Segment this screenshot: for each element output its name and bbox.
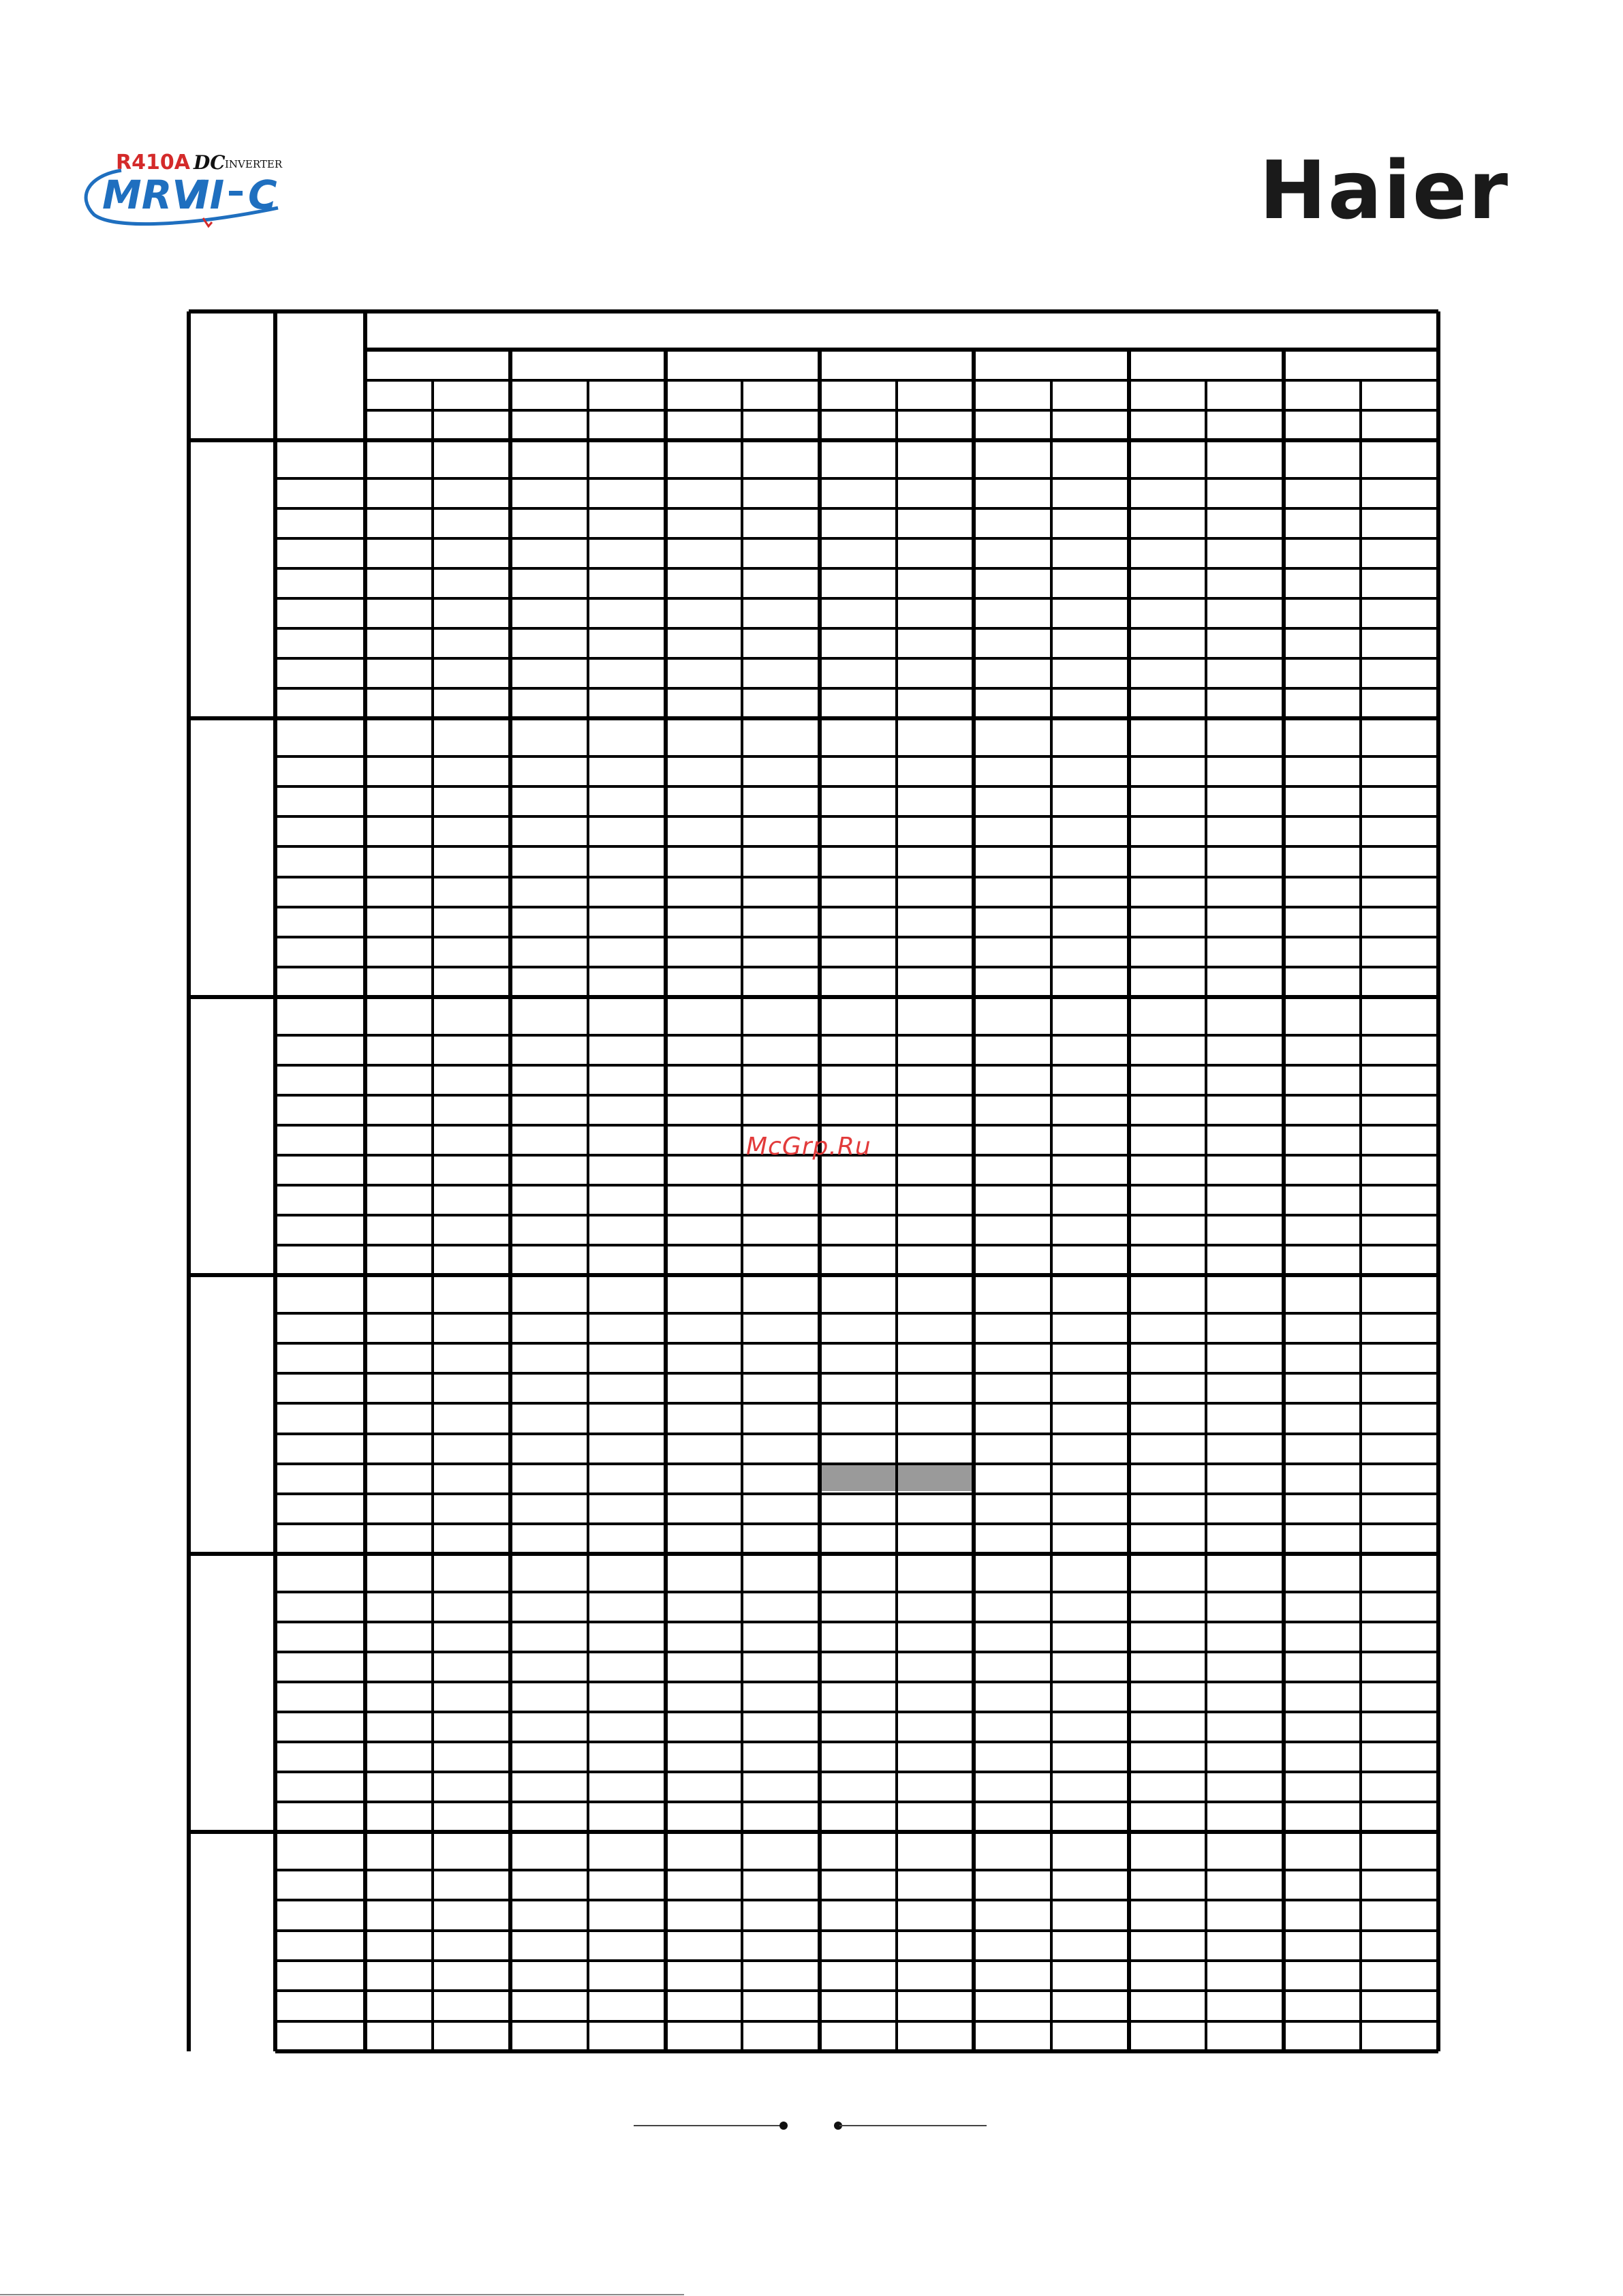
model-label: MRV	[102, 172, 203, 218]
row-rule-6-5	[275, 1989, 1438, 1992]
group-divider-2	[664, 350, 668, 2051]
row-rule-5-6	[275, 1741, 1438, 1743]
brand-logo: Haier	[1259, 143, 1510, 237]
row-rule-6-2	[275, 1899, 1438, 1901]
group-divider-4	[972, 350, 976, 2051]
watermark: McGrp.Ru	[746, 1133, 871, 1161]
row-rule-4-1	[275, 1312, 1438, 1315]
group-divider-3	[818, 350, 822, 2051]
row-rule-5-5	[275, 1711, 1438, 1713]
header-rule-3	[365, 409, 1438, 412]
row-rule-1-2	[275, 507, 1438, 510]
section-rule-2	[189, 716, 1438, 720]
row-rule-5-4	[275, 1681, 1438, 1683]
header-rule-2	[365, 379, 1438, 382]
row-rule-2-8	[275, 966, 1438, 968]
row-rule-1-3	[275, 537, 1438, 540]
column-divider-1	[273, 311, 277, 2051]
row-rule-5-7	[275, 1771, 1438, 1773]
table-border-right	[1436, 311, 1440, 2051]
row-rule-3-8	[275, 1244, 1438, 1246]
row-rule-4-8	[275, 1522, 1438, 1525]
row-rule-2-2	[275, 785, 1438, 788]
row-rule-2-3	[275, 815, 1438, 818]
table-border-bottom	[275, 2049, 1438, 2053]
model-suffix-label: II	[195, 172, 225, 218]
row-rule-5-8	[275, 1801, 1438, 1803]
refrigerant-label: R410A	[116, 151, 190, 174]
table-border-left	[187, 311, 191, 2051]
section-rule-3	[189, 995, 1438, 999]
variant-label: C	[248, 172, 277, 218]
header-rule-1	[365, 348, 1438, 352]
row-rule-5-2	[275, 1621, 1438, 1623]
row-rule-1-8	[275, 687, 1438, 690]
section-rule-6	[189, 1830, 1438, 1834]
row-rule-4-5	[275, 1433, 1438, 1435]
section-rule-1	[189, 438, 1438, 442]
row-rule-1-7	[275, 657, 1438, 660]
footer-dot-left	[779, 2122, 788, 2130]
section-rule-4	[189, 1273, 1438, 1277]
column-divider-2	[363, 311, 367, 2051]
group-divider-6	[1282, 350, 1286, 2051]
row-rule-2-7	[275, 936, 1438, 938]
row-rule-6-4	[275, 1959, 1438, 1962]
row-rule-4-3	[275, 1372, 1438, 1375]
row-rule-3-6	[275, 1184, 1438, 1187]
row-rule-1-6	[275, 627, 1438, 630]
table-border-top	[189, 309, 1438, 313]
row-rule-3-3	[275, 1094, 1438, 1097]
section-rule-5	[189, 1552, 1438, 1556]
row-rule-4-2	[275, 1342, 1438, 1345]
row-rule-3-2	[275, 1064, 1438, 1067]
row-rule-3-7	[275, 1214, 1438, 1216]
row-rule-1-5	[275, 597, 1438, 600]
row-rule-1-1	[275, 477, 1438, 480]
row-rule-6-3	[275, 1929, 1438, 1932]
group-divider-1	[508, 350, 512, 2051]
group-divider-5	[1127, 350, 1131, 2051]
footer-line-left	[634, 2125, 784, 2126]
row-rule-5-3	[275, 1651, 1438, 1653]
row-rule-2-5	[275, 876, 1438, 878]
row-rule-6-6	[275, 2020, 1438, 2023]
dc-label: DC	[194, 151, 226, 174]
footer-line-right	[839, 2125, 987, 2126]
row-rule-5-1	[275, 1591, 1438, 1593]
row-rule-2-1	[275, 755, 1438, 758]
row-rule-4-7	[275, 1493, 1438, 1495]
row-rule-2-4	[275, 845, 1438, 848]
row-rule-6-1	[275, 1869, 1438, 1871]
row-rule-4-6	[275, 1463, 1438, 1465]
row-rule-3-1	[275, 1034, 1438, 1037]
row-rule-1-4	[275, 567, 1438, 570]
row-rule-3-4	[275, 1124, 1438, 1127]
page-bottom-rule	[0, 2294, 684, 2295]
row-rule-2-6	[275, 906, 1438, 908]
inverter-label: INVERTER	[225, 158, 283, 170]
row-rule-4-4	[275, 1402, 1438, 1405]
